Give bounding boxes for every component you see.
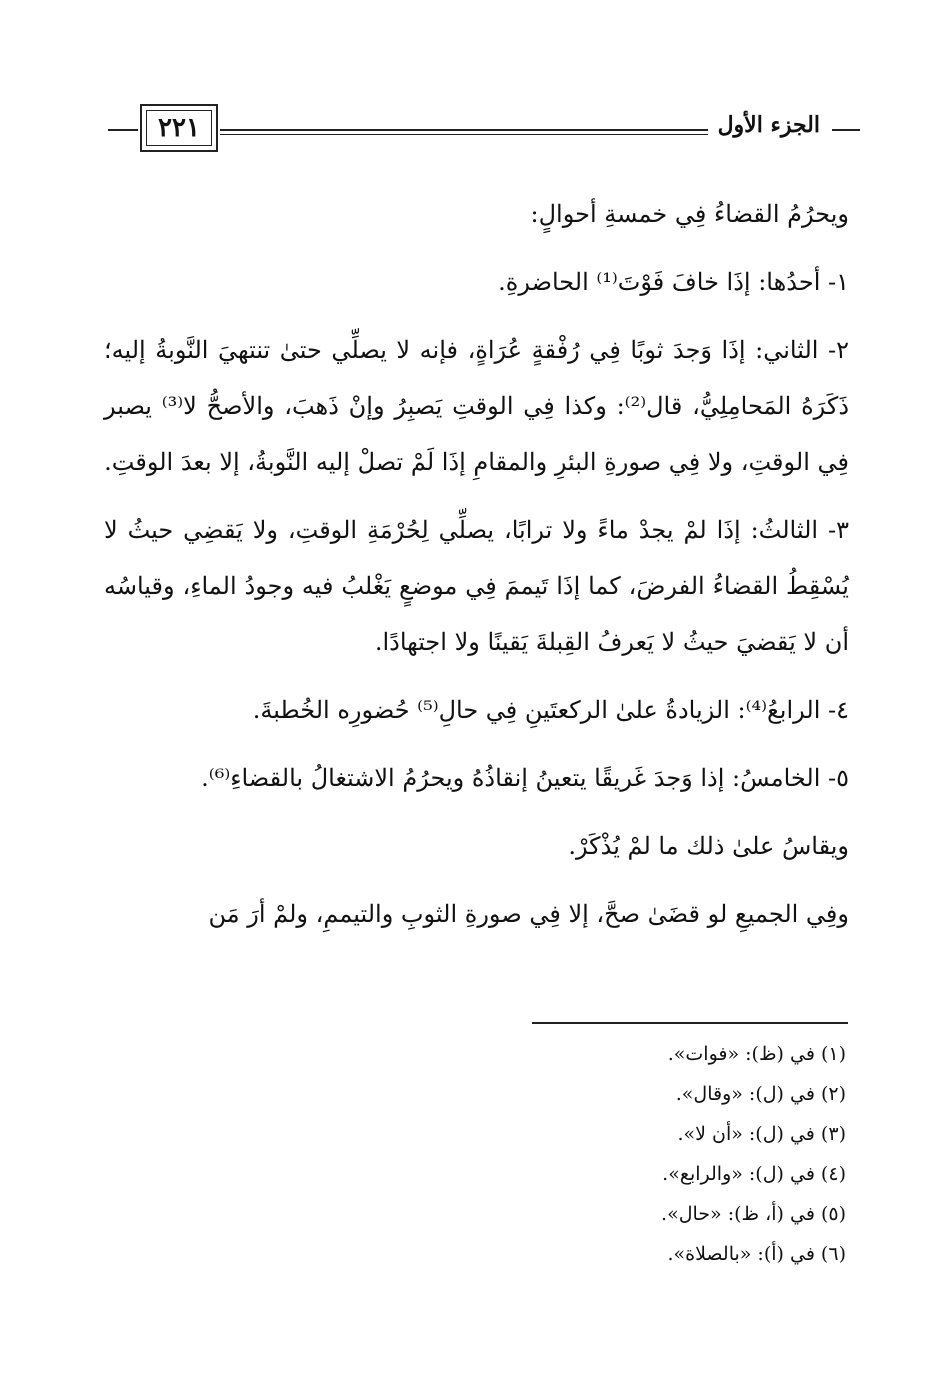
paragraph-intro: ويحرُمُ القضاءُ فِي خمسةِ أحوالٍ: (530, 200, 849, 228)
page-number-box (140, 104, 218, 152)
main-text (104, 186, 849, 954)
footnote-separator (532, 1022, 848, 1024)
paragraph-third: ٣- الثالثُ: إذَا لمْ يجدْ ماءً ولا ترابًا، يصلِّي لِحُرْمَةِ الوقتِ، ولا يَقضِي حيثُ لا يُسْقِطُ القضاءُ الفرضَ، كما إذَا تَيممَ فِي موضعٍ يَغْلبُ فيه وجودُ الماءِ، وقياسُه أن لا يَقضيَ حيثُ لا يَعرفُ القِبلةَ يَقينًا ولا اجتهادًا. (104, 516, 849, 656)
header-rule-main (220, 129, 708, 131)
running-title: الجزء الأول (717, 112, 820, 138)
footnotes (426, 1034, 846, 1274)
page-number: ٢٢١ (146, 110, 212, 146)
paragraph-analogy: ويقاسُ علىٰ ذلك ما لمْ يُذْكَرْ. (568, 832, 849, 860)
footnote-1: (١) في (ظ): «فوات». (667, 1043, 846, 1065)
page-header (108, 100, 860, 160)
paragraph-fifth: ٥- الخامسُ: إذا وَجدَ غَريقًا يتعينُ إنقاذُهُ ويحرُمُ الاشتغالُ بالقضاءِ⁽⁶⁾. (201, 764, 849, 792)
header-rule-left (108, 129, 138, 131)
footnote-6: (٦) في (أ): «بالصلاة». (667, 1243, 846, 1265)
footnote-2: (٢) في (ل): «وقال». (675, 1083, 846, 1105)
paragraph-second: ٢- الثاني: إذَا وَجدَ ثوبًا فِي رُفْقةٍ عُرَاةٍ، فإنه لا يصلِّي حتىٰ تنتهيَ النَّوبةُ إليه؛ ذَكَرَهُ المَحامِلِيُّ، قال⁽²⁾: وكذا فِي الوقتِ يَصبِرُ وإنْ ذَهبَ، والأصحُّ لا⁽³⁾ يصبر فِي الوقتِ، ولا فِي صورةِ البئرِ والمقامِ إذَا لَمْ تصلْ إليه النَّوبةُ، إلا بعدَ الوقتِ. (104, 336, 850, 476)
paragraph-first: ١- أحدُها: إذَا خافَ فَوْتَ⁽¹⁾ الحاضرةِ. (498, 268, 849, 296)
footnote-5: (٥) في (أ، ظ): «حال». (661, 1203, 846, 1225)
header-rule-right (832, 129, 860, 131)
paragraph-continuation: وفِي الجميعِ لو قضَىٰ صحَّ، إلا فِي صورةِ الثوبِ والتيممِ، ولمْ أرَ مَن (208, 900, 849, 928)
footnote-4: (٤) في (ل): «والرابع». (662, 1163, 846, 1185)
paragraph-fourth: ٤- الرابعُ⁽⁴⁾: الزيادةُ علىٰ الركعتَينِ فِي حالِ⁽⁵⁾ حُضورِه الخُطبةَ. (252, 696, 849, 724)
footnote-3: (٣) في (ل): «أن لا». (677, 1123, 846, 1145)
